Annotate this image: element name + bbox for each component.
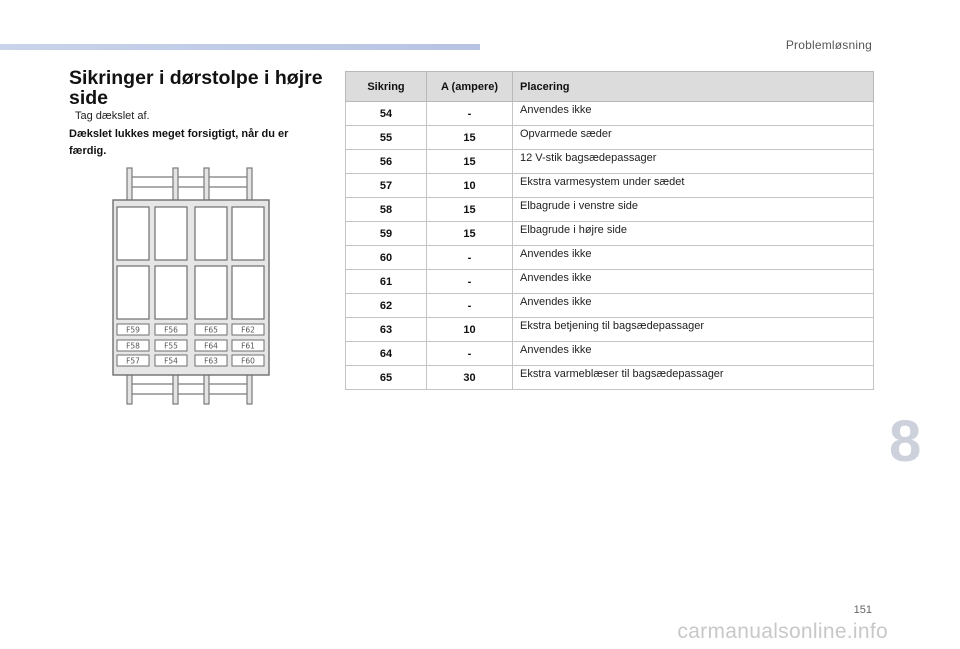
fuse-label: F58	[126, 341, 140, 351]
fuse-label: F54	[164, 356, 178, 366]
table-row	[346, 366, 874, 390]
fuse-table	[345, 71, 874, 390]
cell-amperage: 15	[427, 150, 513, 174]
table-row	[346, 246, 874, 270]
cell-fuse: 63	[346, 318, 427, 342]
fuse-slot	[155, 340, 187, 351]
table-row	[346, 126, 874, 150]
fuse-label: F61	[241, 341, 255, 351]
column-header-amperage: A (ampere)	[427, 72, 513, 102]
table-row	[346, 150, 874, 174]
fuse-slot	[117, 340, 149, 351]
page-number: 151	[853, 604, 872, 616]
table-header-row	[346, 72, 874, 102]
cell-fuse: 65	[346, 366, 427, 390]
cell-fuse: 56	[346, 150, 427, 174]
cell-amperage: 10	[427, 174, 513, 198]
cell-fuse: 54	[346, 102, 427, 126]
fuse-slot	[232, 340, 264, 351]
watermark: carmanualsonline.info	[677, 620, 888, 643]
fuse-slot	[117, 324, 149, 335]
cell-placement: Anvendes ikke	[513, 342, 874, 366]
column-header-placement: Placering	[513, 72, 874, 102]
table-row	[346, 174, 874, 198]
top-accent-bar	[0, 44, 480, 50]
cell-placement: Elbagrude i højre side	[513, 222, 874, 246]
fuse-label: F56	[164, 325, 178, 335]
cell-placement: 12 V-stik bagsædepassager	[513, 150, 874, 174]
cell-amperage: -	[427, 294, 513, 318]
instruction-step	[69, 110, 150, 122]
cell-fuse: 64	[346, 342, 427, 366]
fuse-slot	[155, 324, 187, 335]
table-row	[346, 342, 874, 366]
fuse-label: F62	[241, 325, 255, 335]
chapter-number: 8	[889, 409, 922, 474]
cell-placement: Anvendes ikke	[513, 270, 874, 294]
section-label: Problemløsning	[785, 38, 872, 52]
table-row	[346, 198, 874, 222]
table-row	[346, 294, 874, 318]
fuse-slot	[232, 324, 264, 335]
cell-placement: Anvendes ikke	[513, 246, 874, 270]
fuse-slot	[155, 355, 187, 366]
cell-amperage: -	[427, 246, 513, 270]
fuse-slot	[195, 340, 227, 351]
table-row	[346, 318, 874, 342]
page-title: Sikringer i dørstolpe i højre side	[69, 67, 323, 109]
table-row	[346, 102, 874, 126]
fuse-label: F55	[164, 341, 178, 351]
cell-fuse: 61	[346, 270, 427, 294]
fuse-slot	[117, 355, 149, 366]
cell-amperage: 15	[427, 198, 513, 222]
cell-amperage: 30	[427, 366, 513, 390]
cell-placement: Anvendes ikke	[513, 294, 874, 318]
instruction-text: Tag dækslet af.	[75, 110, 150, 122]
cell-fuse: 59	[346, 222, 427, 246]
column-header-fuse: Sikring	[346, 72, 427, 102]
cell-placement: Ekstra varmeblæser til bagsædepassager	[513, 366, 874, 390]
cell-fuse: 58	[346, 198, 427, 222]
cell-placement: Elbagrude i venstre side	[513, 198, 874, 222]
table-row	[346, 270, 874, 294]
cell-placement: Ekstra betjening til bagsædepassager	[513, 318, 874, 342]
cell-fuse: 60	[346, 246, 427, 270]
fuse-label: F60	[241, 356, 255, 366]
fuse-label: F65	[204, 325, 218, 335]
fuse-slot	[195, 324, 227, 335]
table-row	[346, 222, 874, 246]
fuse-label: F64	[204, 341, 218, 351]
cell-amperage: 15	[427, 222, 513, 246]
fuse-label: F57	[126, 356, 140, 366]
cell-amperage: 10	[427, 318, 513, 342]
cell-amperage: -	[427, 270, 513, 294]
fuse-box-diagram	[108, 162, 278, 412]
cell-placement: Anvendes ikke	[513, 102, 874, 126]
cell-fuse: 55	[346, 126, 427, 150]
cell-placement: Ekstra varmesystem under sædet	[513, 174, 874, 198]
cell-placement: Opvarmede sæder	[513, 126, 874, 150]
cell-amperage: -	[427, 342, 513, 366]
fuse-label: F59	[126, 325, 140, 335]
fuse-label: F63	[204, 356, 218, 366]
instruction-note: Dækslet lukkes meget forsigtigt, når du er færdig.	[69, 128, 289, 157]
cell-fuse: 57	[346, 174, 427, 198]
fuse-slot	[232, 355, 264, 366]
cell-amperage: 15	[427, 126, 513, 150]
fuse-slot	[195, 355, 227, 366]
cell-fuse: 62	[346, 294, 427, 318]
cell-amperage: -	[427, 102, 513, 126]
